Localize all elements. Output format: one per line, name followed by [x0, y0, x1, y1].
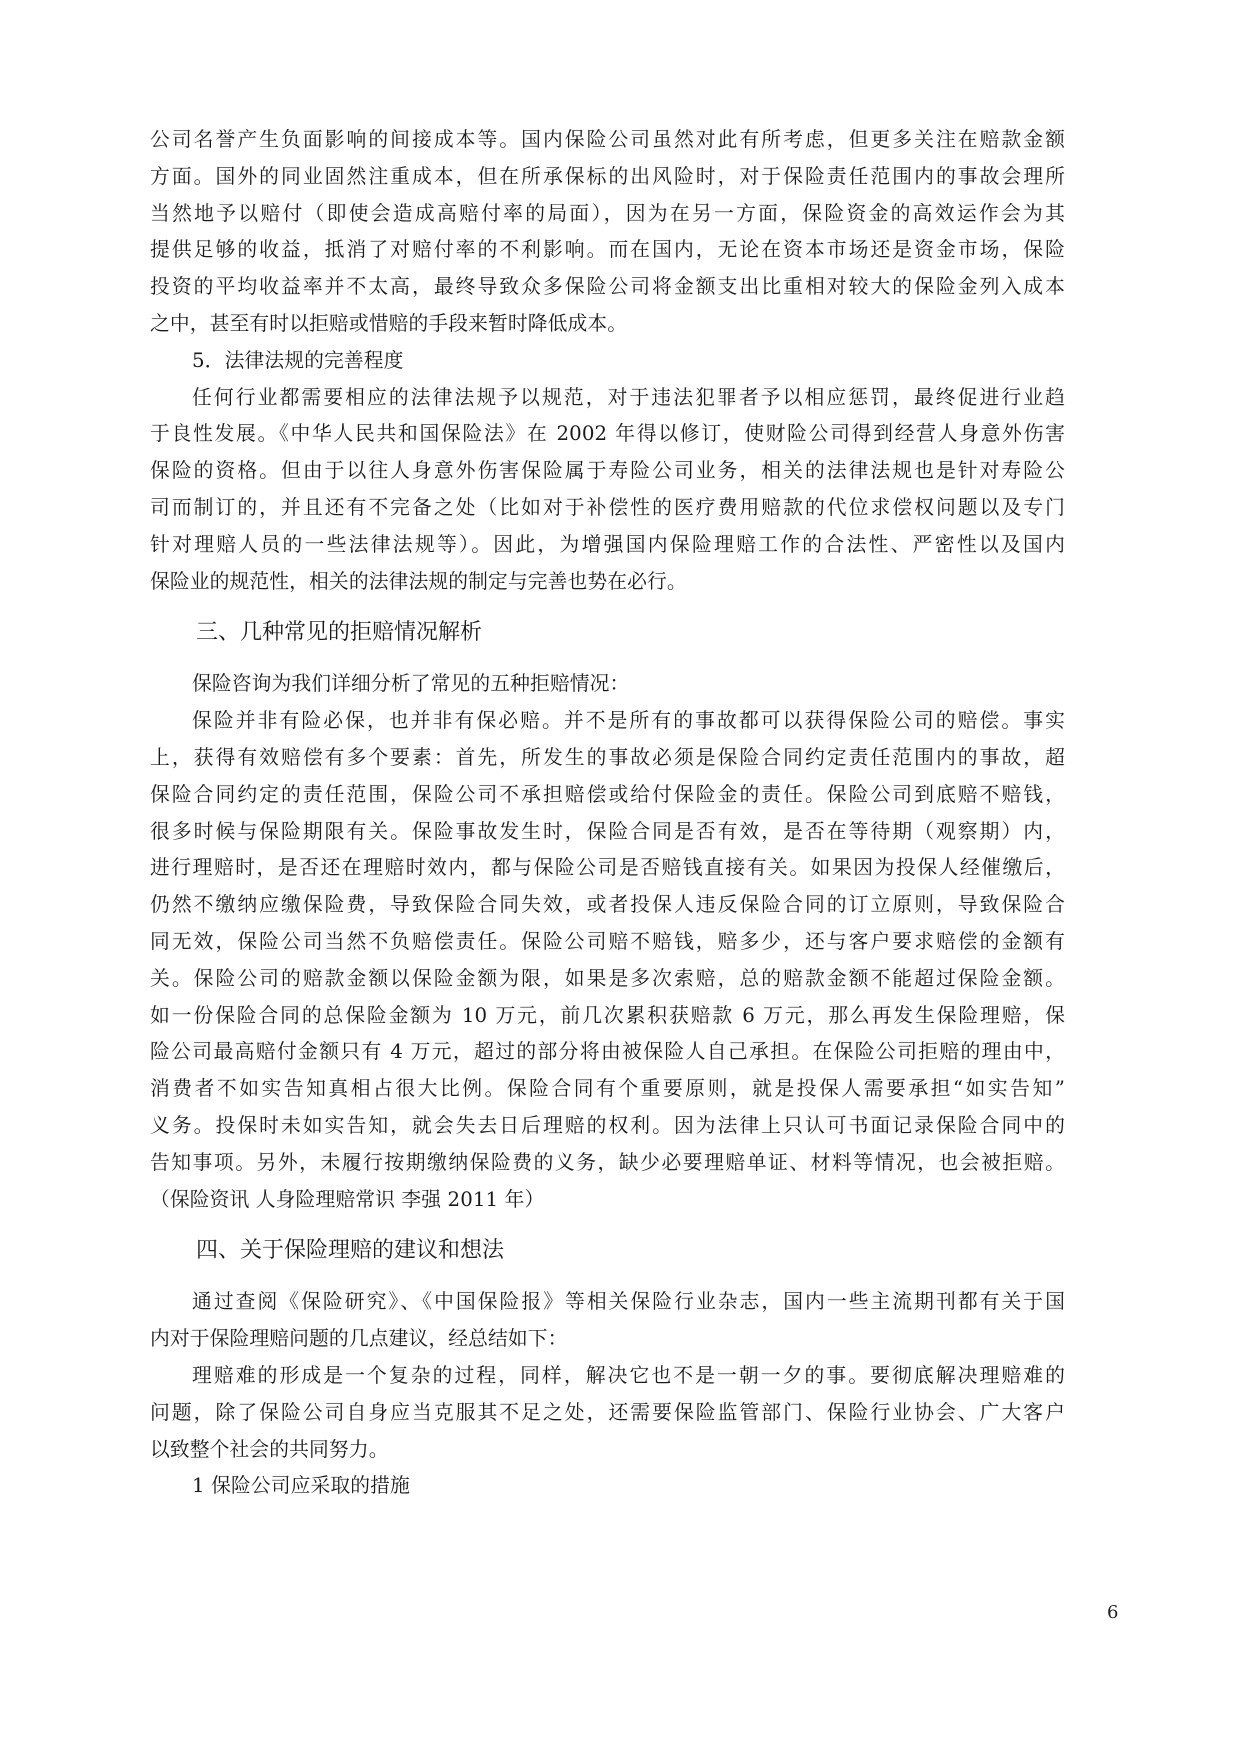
paragraph-laws — [150, 380, 1065, 601]
subheading-company-measures: 1 保险公司应采取的措施 — [192, 1474, 410, 1498]
text-line: 投资的平均收益率并不太高，最终导致众多保险公司将金额支出比重相对较大的保险金列入成本 — [150, 275, 1065, 299]
text-line: 同无效，保险公司当然不负赔偿责任。保险公司赔不赔钱，赔多少，还与客户要求赔偿的金额有 — [150, 929, 1065, 953]
text-line: 保险合同约定的责任范围，保险公司不承担赔偿或给付保险金的责任。保险公司到底赔不赔钱， — [150, 782, 1065, 806]
text-line: 司而制订的，并且还有不完备之处（比如对于补偿性的医疗费用赔款的代位求偿权问题以及专门 — [150, 495, 1065, 519]
text-line: 公司名誉产生负面影响的间接成本等。国内保险公司虽然对此有所考虑，但更多关注在赔款金额 — [150, 128, 1065, 151]
text-line: 内对于保险理赔问题的几点建议，经总结如下： — [150, 1327, 568, 1351]
text-line: 针对理赔人员的一些法律法规等）。因此，为增强国内保险理赔工作的合法性、严密性以及国内 — [150, 532, 1065, 556]
text-line: 任何行业都需要相应的法律法规予以规范，对于违法犯罪者予以相应惩罚，最终促进行业趋 — [192, 385, 1065, 409]
text-line: 以致整个社会的共同努力。 — [150, 1437, 389, 1461]
text-line: 保险并非有险必保，也并非有保必赔。并不是所有的事故都可以获得保险公司的赔偿。事实 — [192, 709, 1065, 733]
text-line: 险公司最高赔付金额只有 4 万元，超过的部分将由被保险人自己承担。在保险公司拒赔的理由中， — [150, 1040, 1065, 1064]
section-heading-block — [150, 613, 1065, 653]
section-heading-claim-denial: 三、几种常见的拒赔情况解析 — [196, 620, 483, 646]
page-body — [150, 122, 1065, 1505]
text-line: 理赔难的形成是一个复杂的过程，同样，解决它也不是一朝一夕的事。要彻底解决理赔难的 — [192, 1363, 1065, 1387]
text-line: 很多时候与保险期限有关。保险事故发生时，保险合同是否有效，是否在等待期（观察期）内， — [150, 819, 1065, 843]
text-line: 方面。国外的同业固然注重成本，但在所承保标的出风险时，对于保险责任范围内的事故会理所 — [150, 164, 1065, 188]
text-line: 仍然不缴纳应缴保险费，导致保险合同失效，或者投保人违反保险合同的订立原则，导致保险合 — [150, 893, 1065, 917]
text-line: 之中，甚至有时以拒赔或惜赔的手段来暂时降低成本。 — [150, 311, 628, 335]
text-line: 通过查阅《保险研究》、《中国保险报》等相关保险行业杂志，国内一些主流期刊都有关于国 — [192, 1290, 1065, 1314]
text-line: 消费者不如实告知真相占很大比例。保险合同有个重要原则，就是投保人需要承担“如实告知” — [150, 1077, 1065, 1101]
text-line: 告知事项。另外，未履行按期缴纳保险费的义务，缺少必要理赔单证、材料等情况，也会被拒赔。 — [150, 1150, 1065, 1174]
subheading-laws-completeness: 5．法律法规的完善程度 — [192, 348, 404, 372]
paragraph-difficulty — [150, 1358, 1065, 1468]
text-line: 进行理赔时，是否还在理赔时效内，都与保险公司是否赔钱直接有关。如果因为投保人经催缴后， — [150, 856, 1065, 880]
section-heading-block — [150, 1231, 1065, 1271]
page-number: 6 — [1107, 1602, 1119, 1623]
paragraph-claim-denial — [150, 703, 1065, 1218]
text-line: 关。保险公司的赔款金额以保险金额为限，如果是多次索赔，总的赔款金额不能超过保险金额。 — [150, 966, 1065, 990]
text-line: 如一份保险合同的总保险金额为 10 万元，前几次累积获赔款 6 万元，那么再发生保险理赔，保 — [150, 1003, 1065, 1027]
text-line: 提供足够的收益，抵消了对赔付率的不利影响。而在国内，无论在资本市场还是资金市场，保险 — [150, 238, 1065, 262]
text-line: 上，获得有效赔偿有多个要素：首先，所发生的事故必须是保险合同约定责任范围内的事故，超 — [150, 745, 1065, 769]
text-line: 问题，除了保险公司自身应当克服其不足之处，还需要保险监管部门、保险行业协会、广大客户 — [150, 1400, 1065, 1424]
section-heading-suggestions: 四、关于保险理赔的建议和想法 — [196, 1238, 505, 1264]
text-line: 于良性发展。《中华人民共和国保险法》在 2002 年得以修订，使财险公司得到经营人身意外伤害 — [150, 422, 1065, 446]
text-line: 当然地予以赔付（即使会造成高赔付率的局面），因为在另一方面，保险资金的高效运作会为其 — [150, 201, 1065, 225]
text-line: 保险业的规范性，相关的法律法规的制定与完善也势在必行。 — [150, 569, 687, 593]
text-line: 义务。投保时未如实告知，就会失去日后理赔的权利。因为法律上只认可书面记录保险合同中的 — [150, 1113, 1065, 1137]
paragraph-journals — [150, 1284, 1065, 1358]
section-intro: 保险咨询为我们详细分析了常见的五种拒赔情况： — [192, 672, 630, 696]
paragraph-cost-discussion — [150, 122, 1065, 343]
text-line: 保险的资格。但由于以往人身意外伤害保险属于寿险公司业务，相关的法律法规也是针对寿险公 — [150, 459, 1065, 483]
citation: （保险资讯 人身险理赔常识 李强 2011 年） — [150, 1187, 545, 1211]
